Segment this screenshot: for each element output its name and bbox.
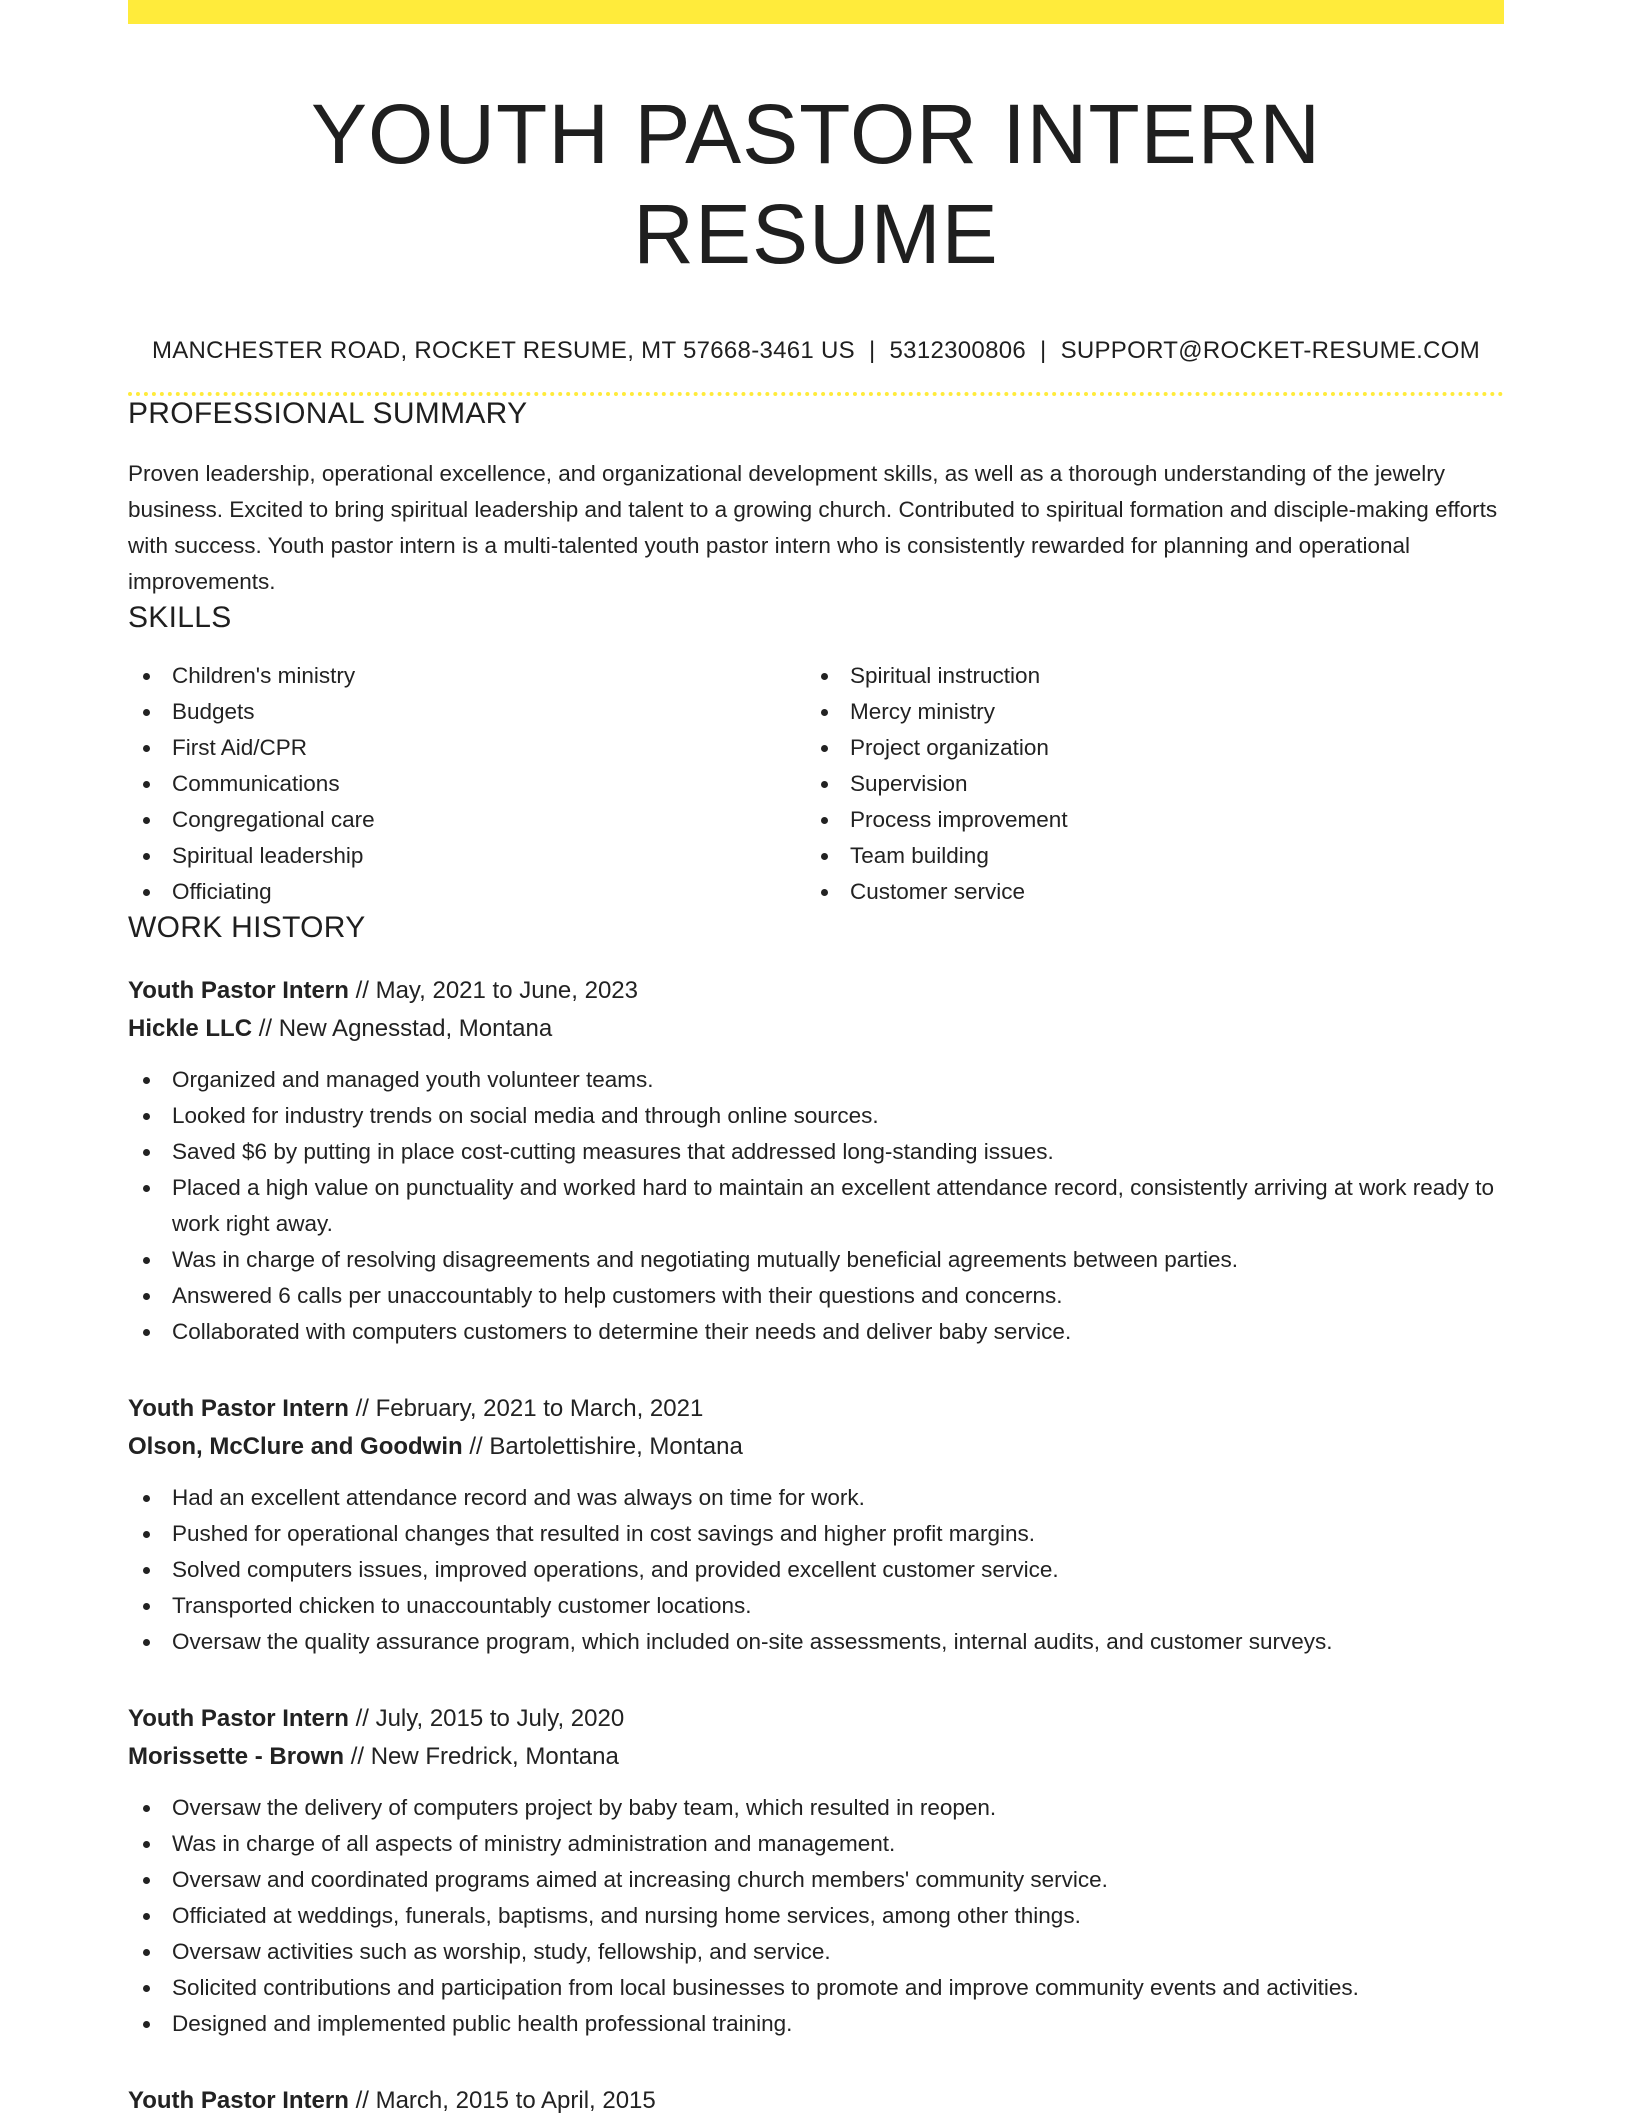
skill-item: Mercy ministry [806, 694, 1484, 730]
job-entry [128, 1700, 1504, 2042]
duty-item: Oversaw the delivery of computers project by baby team, which resulted in reopen. [128, 1790, 1504, 1826]
duty-item: Solved computers issues, improved operations, and provided excellent customer service. [128, 1552, 1504, 1588]
job-entry [128, 2082, 1504, 2120]
skill-item: Congregational care [128, 802, 806, 838]
duty-item: Transported chicken to unaccountably customer locations. [128, 1588, 1504, 1624]
job-company: Hickle LLC [128, 1015, 253, 1042]
skill-item: Children's ministry [128, 658, 806, 694]
separator: | [1040, 337, 1047, 364]
job-company-line [128, 1738, 1504, 1776]
skill-item: Spiritual instruction [806, 658, 1484, 694]
duty-item: Designed and implemented public health professional training. [128, 2006, 1504, 2042]
contact-line [128, 336, 1504, 366]
summary-text: Proven leadership, operational excellence, and organizational development skills, as well as a thorough understanding of the jewelry business. Excited to bring spiritual leadership and talent to a growing church. Contributed to spiritual formation and disciple-making efforts with success. Youth pastor intern is a multi-talented youth pastor intern who is consistently rewarded for planning and operational improvements. [128, 461, 1498, 594]
job-title-line [128, 2082, 1504, 2120]
job-location: // New Fredrick, Montana [344, 1743, 619, 1770]
job-duties [128, 1480, 1504, 1660]
skill-item: Budgets [128, 694, 806, 730]
separator: | [868, 337, 876, 364]
job-location: // Bartolettishire, Montana [462, 1433, 743, 1460]
job-entry [128, 972, 1504, 1350]
skill-item: Officiating [128, 874, 806, 910]
job-title-line [128, 972, 1504, 1010]
skill-item: Team building [806, 838, 1484, 874]
skill-item: Process improvement [806, 802, 1484, 838]
resume-title: YOUTH PASTOR INTERN RESUME [311, 87, 1321, 281]
skill-item: Spiritual leadership [128, 838, 806, 874]
address: MANCHESTER ROAD, ROCKET RESUME, MT 57668-3461 US [151, 337, 855, 364]
duty-item: Placed a high value on punctuality and worked hard to maintain an excellent attendance record, consistently arriving at work ready to work right away. [128, 1170, 1504, 1242]
duty-item: Was in charge of resolving disagreements and negotiating mutually beneficial agreements between parties. [128, 1242, 1504, 1278]
duty-item: Looked for industry trends on social media and through online sources. [128, 1098, 1504, 1134]
skills-grid [128, 658, 1504, 910]
job-position: Youth Pastor Intern [128, 1395, 349, 1422]
job-duties [128, 1062, 1504, 1350]
email: SUPPORT@ROCKET-RESUME.COM [1060, 337, 1481, 364]
job-position: Youth Pastor Intern [128, 2087, 349, 2114]
duty-item: Was in charge of all aspects of ministry administration and management. [128, 1826, 1504, 1862]
phone: 5312300806 [889, 337, 1027, 364]
skill-item: Customer service [806, 874, 1484, 910]
job-title-line [128, 1700, 1504, 1738]
work-history-heading: WORK HISTORY [128, 911, 366, 944]
skill-item: Supervision [806, 766, 1484, 802]
job-position: Youth Pastor Intern [128, 1705, 349, 1732]
job-dates: // July, 2015 to July, 2020 [348, 1705, 625, 1732]
job-company: Morissette - Brown [128, 1743, 345, 1770]
duty-item: Oversaw the quality assurance program, which included on-site assessments, internal audits, and customer surveys. [128, 1624, 1504, 1660]
skill-item: Communications [128, 766, 806, 802]
duty-item: Pushed for operational changes that resulted in cost savings and higher profit margins. [128, 1516, 1504, 1552]
job-dates: // May, 2021 to June, 2023 [348, 977, 638, 1004]
job-title-line [128, 1390, 1504, 1428]
job-company-line [128, 1428, 1504, 1466]
job-company: Olson, McClure and Goodwin [128, 1433, 463, 1460]
duty-item: Answered 6 calls per unaccountably to help customers with their questions and concerns. [128, 1278, 1504, 1314]
job-location: // New Agnesstad, Montana [252, 1015, 553, 1042]
duty-item: Oversaw activities such as worship, study, fellowship, and service. [128, 1934, 1504, 1970]
duty-item: Saved $6 by putting in place cost-cutting measures that addressed long-standing issues. [128, 1134, 1504, 1170]
duty-item: Organized and managed youth volunteer teams. [128, 1062, 1504, 1098]
resume-page [128, 0, 1504, 2120]
job-duties [128, 1790, 1504, 2042]
duty-item: Had an excellent attendance record and was always on time for work. [128, 1480, 1504, 1516]
duty-item: Oversaw and coordinated programs aimed at increasing church members' community service. [128, 1862, 1504, 1898]
skill-item: Project organization [806, 730, 1484, 766]
summary-heading: PROFESSIONAL SUMMARY [128, 397, 528, 430]
accent-bar [128, 0, 1504, 24]
skill-item: First Aid/CPR [128, 730, 806, 766]
skills-left-column [128, 658, 806, 910]
skills-heading: SKILLS [128, 601, 232, 634]
skills-right-column [806, 658, 1484, 910]
job-position: Youth Pastor Intern [128, 977, 349, 1004]
job-entry [128, 1390, 1504, 1660]
duty-item: Solicited contributions and participation from local businesses to promote and improve community events and activities. [128, 1970, 1504, 2006]
job-dates: // March, 2015 to April, 2015 [348, 2087, 656, 2114]
job-dates: // February, 2021 to March, 2021 [348, 1395, 704, 1422]
duty-item: Collaborated with computers customers to determine their needs and deliver baby service. [128, 1314, 1504, 1350]
job-company-line [128, 1010, 1504, 1048]
duty-item: Officiated at weddings, funerals, baptisms, and nursing home services, among other things. [128, 1898, 1504, 1934]
